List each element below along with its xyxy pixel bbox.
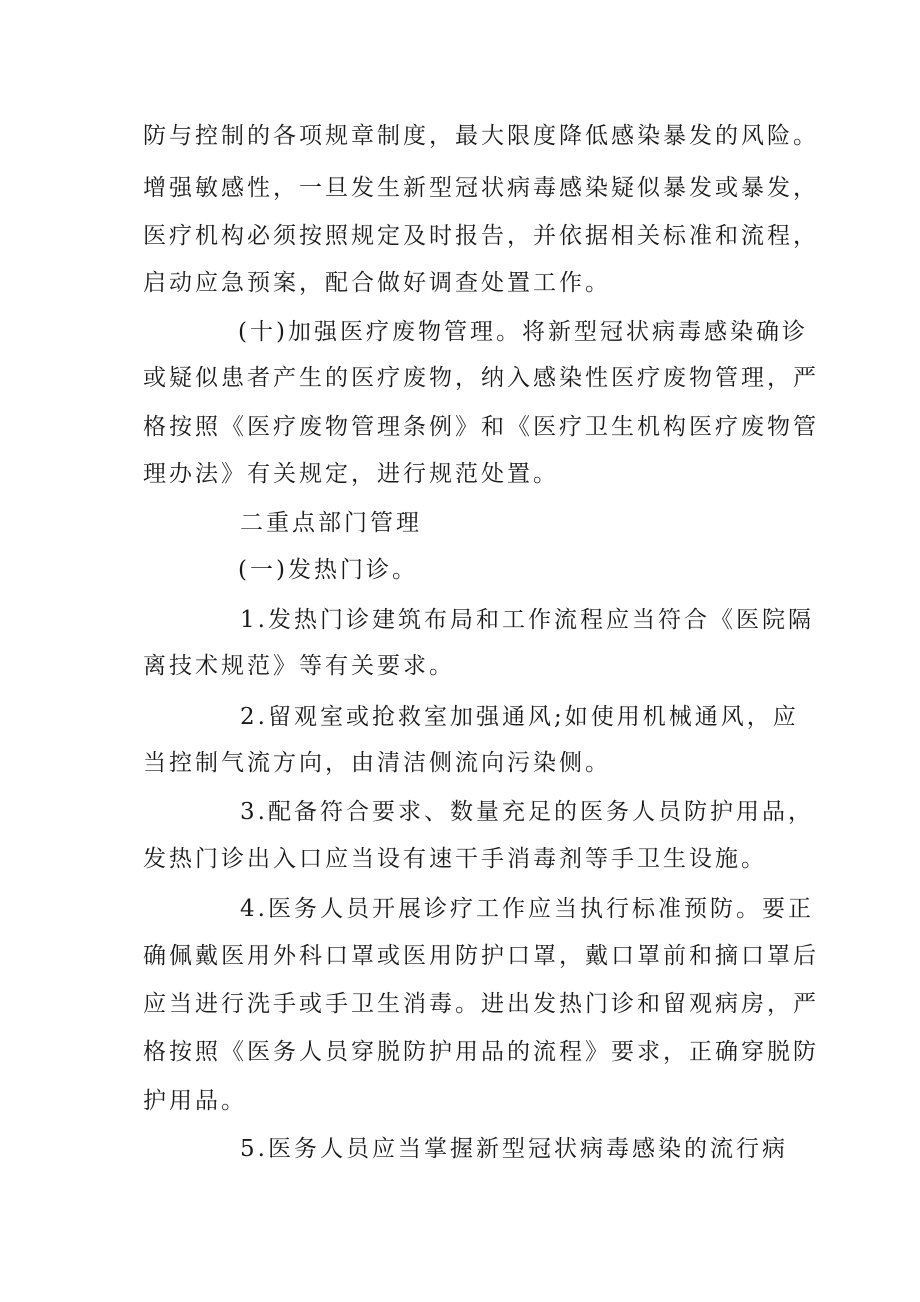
list-item-4: 4.医务人员开展诊疗工作应当执行标准预防。要正 xyxy=(240,896,814,922)
body-line: 医疗机构必须按照规定及时报告，并依据相关标准和流程， xyxy=(143,223,819,249)
body-line: 确佩戴医用外科口罩或医用防护口罩，戴口罩前和摘口罩后 xyxy=(143,943,819,969)
body-line: 离技术规范》等有关要求。 xyxy=(143,653,455,679)
body-line: 理办法》有关规定，进行规范处置。 xyxy=(143,461,559,487)
section-ten-heading: (十)加强医疗废物管理。将新型冠状病毒感染确诊 xyxy=(238,319,808,345)
section-heading: 二重点部门管理 xyxy=(240,510,422,536)
body-line: 护用品。 xyxy=(143,1088,247,1114)
list-item-5: 5.医务人员应当掌握新型冠状病毒感染的流行病 xyxy=(240,1136,788,1162)
subsection-heading: (一)发热门诊。 xyxy=(238,557,418,583)
list-item-1: 1.发热门诊建筑布局和工作流程应当符合《医院隔 xyxy=(240,607,814,633)
body-line: 启动应急预案，配合做好调查处置工作。 xyxy=(143,270,611,296)
body-line: 或疑似患者产生的医疗废物，纳入感染性医疗废物管理，严 xyxy=(143,365,819,391)
body-line: 格按照《医疗废物管理条例》和《医疗卫生机构医疗废物管 xyxy=(143,414,819,440)
body-line: 防与控制的各项规章制度，最大限度降低感染暴发的风险。 xyxy=(143,123,819,149)
list-item-2: 2.留观室或抢救室加强通风;如使用机械通风，应 xyxy=(240,704,799,730)
body-line: 当控制气流方向，由清洁侧流向污染侧。 xyxy=(143,750,611,776)
body-line: 应当进行洗手或手卫生消毒。进出发热门诊和留观病房，严 xyxy=(143,991,819,1017)
body-line: 格按照《医务人员穿脱防护用品的流程》要求，正确穿脱防 xyxy=(143,1039,819,1065)
list-item-3: 3.配备符合要求、数量充足的医务人员防护用品， xyxy=(240,799,814,825)
body-line: 发热门诊出入口应当设有速干手消毒剂等手卫生设施。 xyxy=(143,846,767,872)
body-line: 增强敏感性，一旦发生新型冠状病毒感染疑似暴发或暴发， xyxy=(143,175,819,201)
